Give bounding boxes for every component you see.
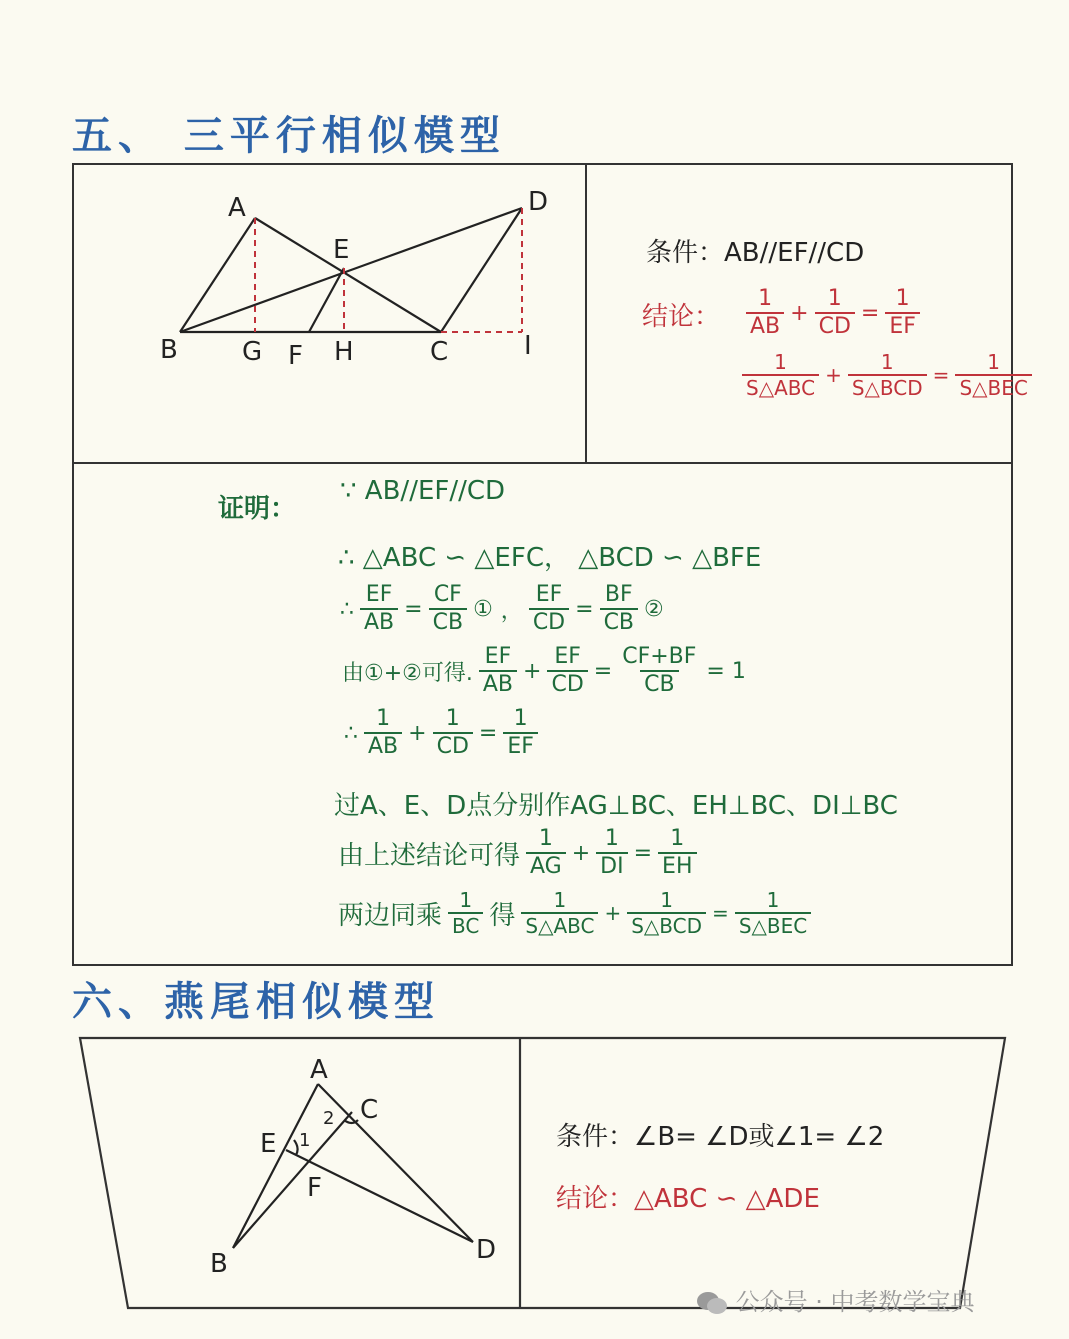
- section5-title: 五、 三平行相似模型: [72, 113, 506, 159]
- proof-line-8: 两边同乘 $\frac{1}{BC}$ 得 $\frac{1}{\text{S△ABC}}$ + $\frac{1}{\text{S△BCD}}$ = $\frac{1}{\text{S△BEC}}$: [334, 890, 813, 936]
- segment-ab: [180, 218, 255, 332]
- watermark: [696, 1282, 975, 1317]
- angle-arc-1: [294, 1140, 298, 1155]
- section6-conclusion: [556, 1178, 820, 1215]
- point-label-d: D: [476, 1235, 497, 1265]
- angle-label-1: 1: [299, 1130, 311, 1151]
- segment-cd: [441, 208, 522, 332]
- watermark-text: 公众号 · 中考数学宝典: [735, 1288, 975, 1316]
- condition-label: 条件：: [556, 1122, 635, 1152]
- segment-ad: [318, 1084, 473, 1242]
- section5-conclusion-label: 结论：: [642, 302, 721, 332]
- condition-text: ∠B= ∠D或∠1= ∠2: [634, 1122, 885, 1152]
- proof-line-3: ∴ $\frac{EF}{AB}$ = $\frac{CF}{CB}$ ① ， $\frac{EF}{CD}$ = $\frac{BF}{CB}$ ②: [340, 582, 664, 635]
- section5-vdivider: [585, 163, 587, 463]
- point-label-g: G: [242, 337, 263, 367]
- section5-conclusion-eq1: $\frac{1}{AB}$ + $\frac{1}{CD}$ = $\frac{1}{EF}$: [744, 288, 922, 338]
- conclusion-label: 结论：: [556, 1184, 635, 1214]
- point-label-e: E: [333, 235, 350, 265]
- segment-ef: [309, 268, 344, 332]
- angle-arc-2: [344, 1120, 358, 1123]
- section5-conclusion-eq2: $\frac{1}{\text{S△ABC}}$ + $\frac{1}{\text{S△BCD}}$ = $\frac{1}{\text{S△BEC}}$: [740, 352, 1034, 398]
- proof-line-5: ∴ $\frac{1}{AB}$ + $\frac{1}{CD}$ = $\frac{1}{EF}$: [340, 708, 540, 758]
- point-label-e: E: [260, 1129, 277, 1159]
- proof-title: 证明：: [218, 494, 297, 524]
- point-label-a: A: [310, 1055, 328, 1085]
- figure-three-parallel: [150, 180, 570, 380]
- point-label-a: A: [228, 193, 246, 223]
- condition-text: AB//EF//CD: [724, 238, 865, 268]
- proof-line-2: ∴ △ABC ∽ △EFC， △BCD ∽ △BFE: [338, 543, 762, 573]
- proof-line-6: 过A、E、D点分别作AG⊥BC、EH⊥BC、DI⊥BC: [334, 791, 898, 821]
- point-label-f: F: [307, 1173, 322, 1203]
- segment-bd: [180, 208, 522, 332]
- conclusion-text: △ABC ∽ △ADE: [634, 1184, 820, 1214]
- point-label-c: C: [430, 337, 449, 367]
- point-label-c: C: [360, 1095, 379, 1125]
- point-label-h: H: [334, 337, 354, 367]
- point-label-f: F: [288, 341, 303, 371]
- section6-title: 六、燕尾相似模型: [72, 979, 440, 1025]
- condition-label: 条件：: [646, 238, 725, 268]
- point-label-b: B: [210, 1249, 228, 1279]
- proof-line-4: 由①+②可得. $\frac{EF}{AB}$ + $\frac{EF}{CD}$ = $\frac{CF+BF}{CB}$ = 1: [342, 644, 746, 697]
- section5-hdivider: [72, 462, 1013, 464]
- section6-condition: [556, 1116, 884, 1153]
- proof-line-7: 由上述结论可得 $\frac{1}{AG}$ + $\frac{1}{DI}$ = $\frac{1}{EH}$: [334, 828, 699, 878]
- wechat-icon: [696, 1291, 728, 1315]
- point-label-b: B: [160, 335, 178, 365]
- section5-condition: [646, 232, 864, 269]
- angle-label-2: 2: [323, 1108, 335, 1129]
- point-label-i: I: [524, 331, 532, 361]
- point-label-d: D: [528, 187, 549, 217]
- figure-swallowtail: [200, 1050, 510, 1280]
- proof-label: ∵ AB//EF//CD: [340, 476, 506, 506]
